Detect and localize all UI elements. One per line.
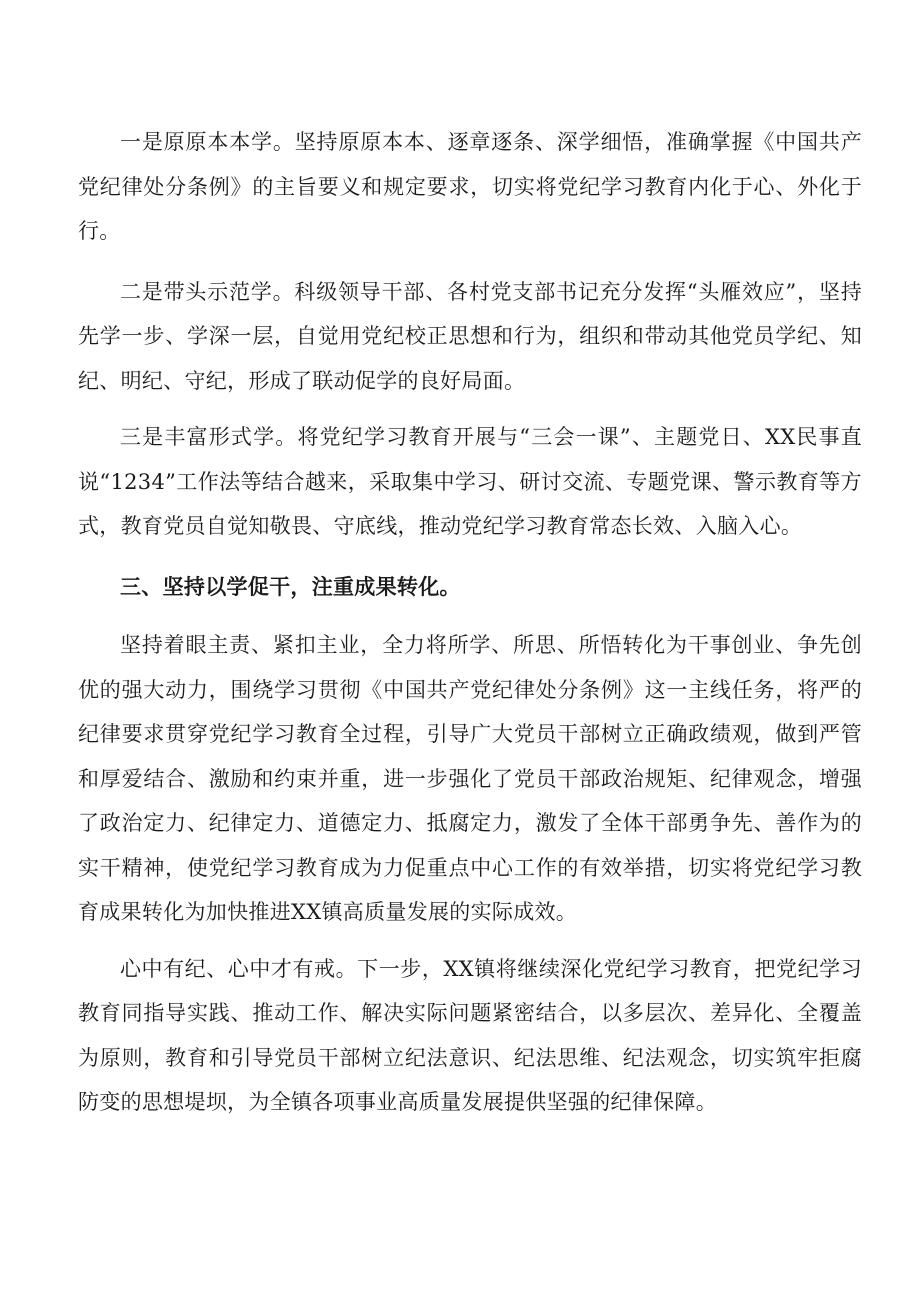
paragraph-lead-by-example: 二是带头示范学。科级领导干部、各村党支部书记充分发挥“头雁效应”，坚持先学一步、学深一层，自觉用党纪校正思想和行为，组织和带动其他党员学纪、知纪、明纪、守纪，形成了联动促学的良好局面。 (78, 279, 862, 393)
section-heading: 三、坚持以学促干，注重成果转化。 (120, 574, 461, 599)
paragraph-rich-forms: 三是丰富形式学。将党纪学习教育开展与“三会一课”、主题党日、XX民事直说“1234”工作法等结合越来，采取集中学习、研讨交流、专题党课、警示教育等方式，教育党员自觉知敬畏、守底线，推动党纪学习教育常态长效、入脑入心。 (78, 425, 862, 538)
paragraph-original-study: 一是原原本本学。坚持原原本本、逐章逐条、深学细悟，准确掌握《中国共产党纪律处分条例》的主旨要义和规定要求，切实将党纪学习教育内化于心、外化于行。 (78, 130, 862, 243)
paragraph-results-transformation: 坚持着眼主责、紧扣主业，全力将所学、所思、所悟转化为干事创业、争先创优的强大动力，围绕学习贯彻《中国共产党纪律处分条例》这一主线任务，将严的纪律要求贯穿党纪学习教育全过程，引导广大党员干部树立正确政绩观，做到严管和厚爱结合、激励和约束并重，进一步强化了党员干部政治规矩、纪律观念，增强了政治定力、纪律定力、道德定力、抵腐定力，激发了全体干部勇争先、善作为的实干精神，使党纪学习教育成为力促重点中心工作的有效举措，切实将党纪学习教育成果转化为加快推进XX镇高质量发展的实际成效。 (78, 633, 862, 924)
paragraph-next-steps: 心中有纪、心中才有戒。下一步，XX镇将继续深化党纪学习教育，把党纪学习教育同指导实践、推动工作、解决实际问题紧密结合，以多层次、差异化、全覆盖为原则，教育和引导党员干部树立纪法意识、纪法思维、纪法观念，切实筑牢拒腐防变的思想堤坝，为全镇各项事业高质量发展提供坚强的纪律保障。 (78, 956, 862, 1114)
